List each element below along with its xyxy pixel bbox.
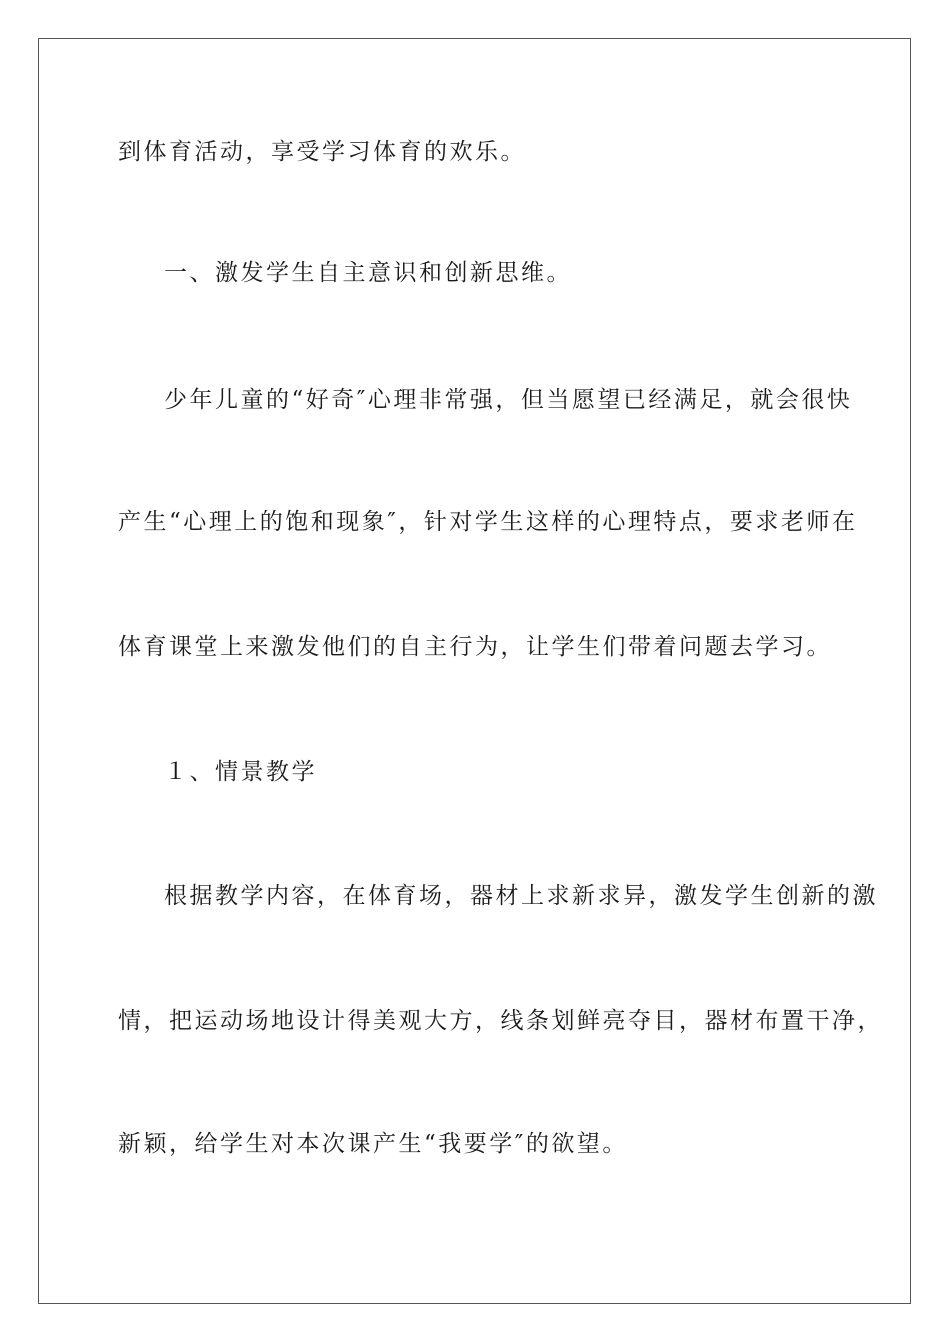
paragraph-line: 体育课堂上来激发他们的自主行为，让学生们带着问题去学习。 (118, 634, 832, 660)
body-text-line: 到体育活动，享受学习体育的欢乐。 (118, 139, 526, 165)
paragraph-line: 根据教学内容，在体育场，器材上求新求异，激发学生创新的激 (164, 883, 878, 909)
section-heading: 一、激发学生自主意识和创新思维。 (164, 260, 572, 286)
page-border (38, 38, 911, 1304)
paragraph-line: 情，把运动场地设计得美观大方，线条划鲜亮夺目，器材布置干净， (118, 1008, 883, 1034)
paragraph-line: 少年儿童的“好奇″心理非常强，但当愿望已经满足，就会很快 (164, 387, 853, 413)
paragraph-line: 新颖，给学生对本次课产生“我要学″的欲望。 (118, 1131, 628, 1157)
paragraph-line: 产生“心理上的饱和现象″，针对学生这样的心理特点，要求老师在 (118, 509, 858, 535)
subsection-heading: １、情景教学 (164, 759, 317, 785)
